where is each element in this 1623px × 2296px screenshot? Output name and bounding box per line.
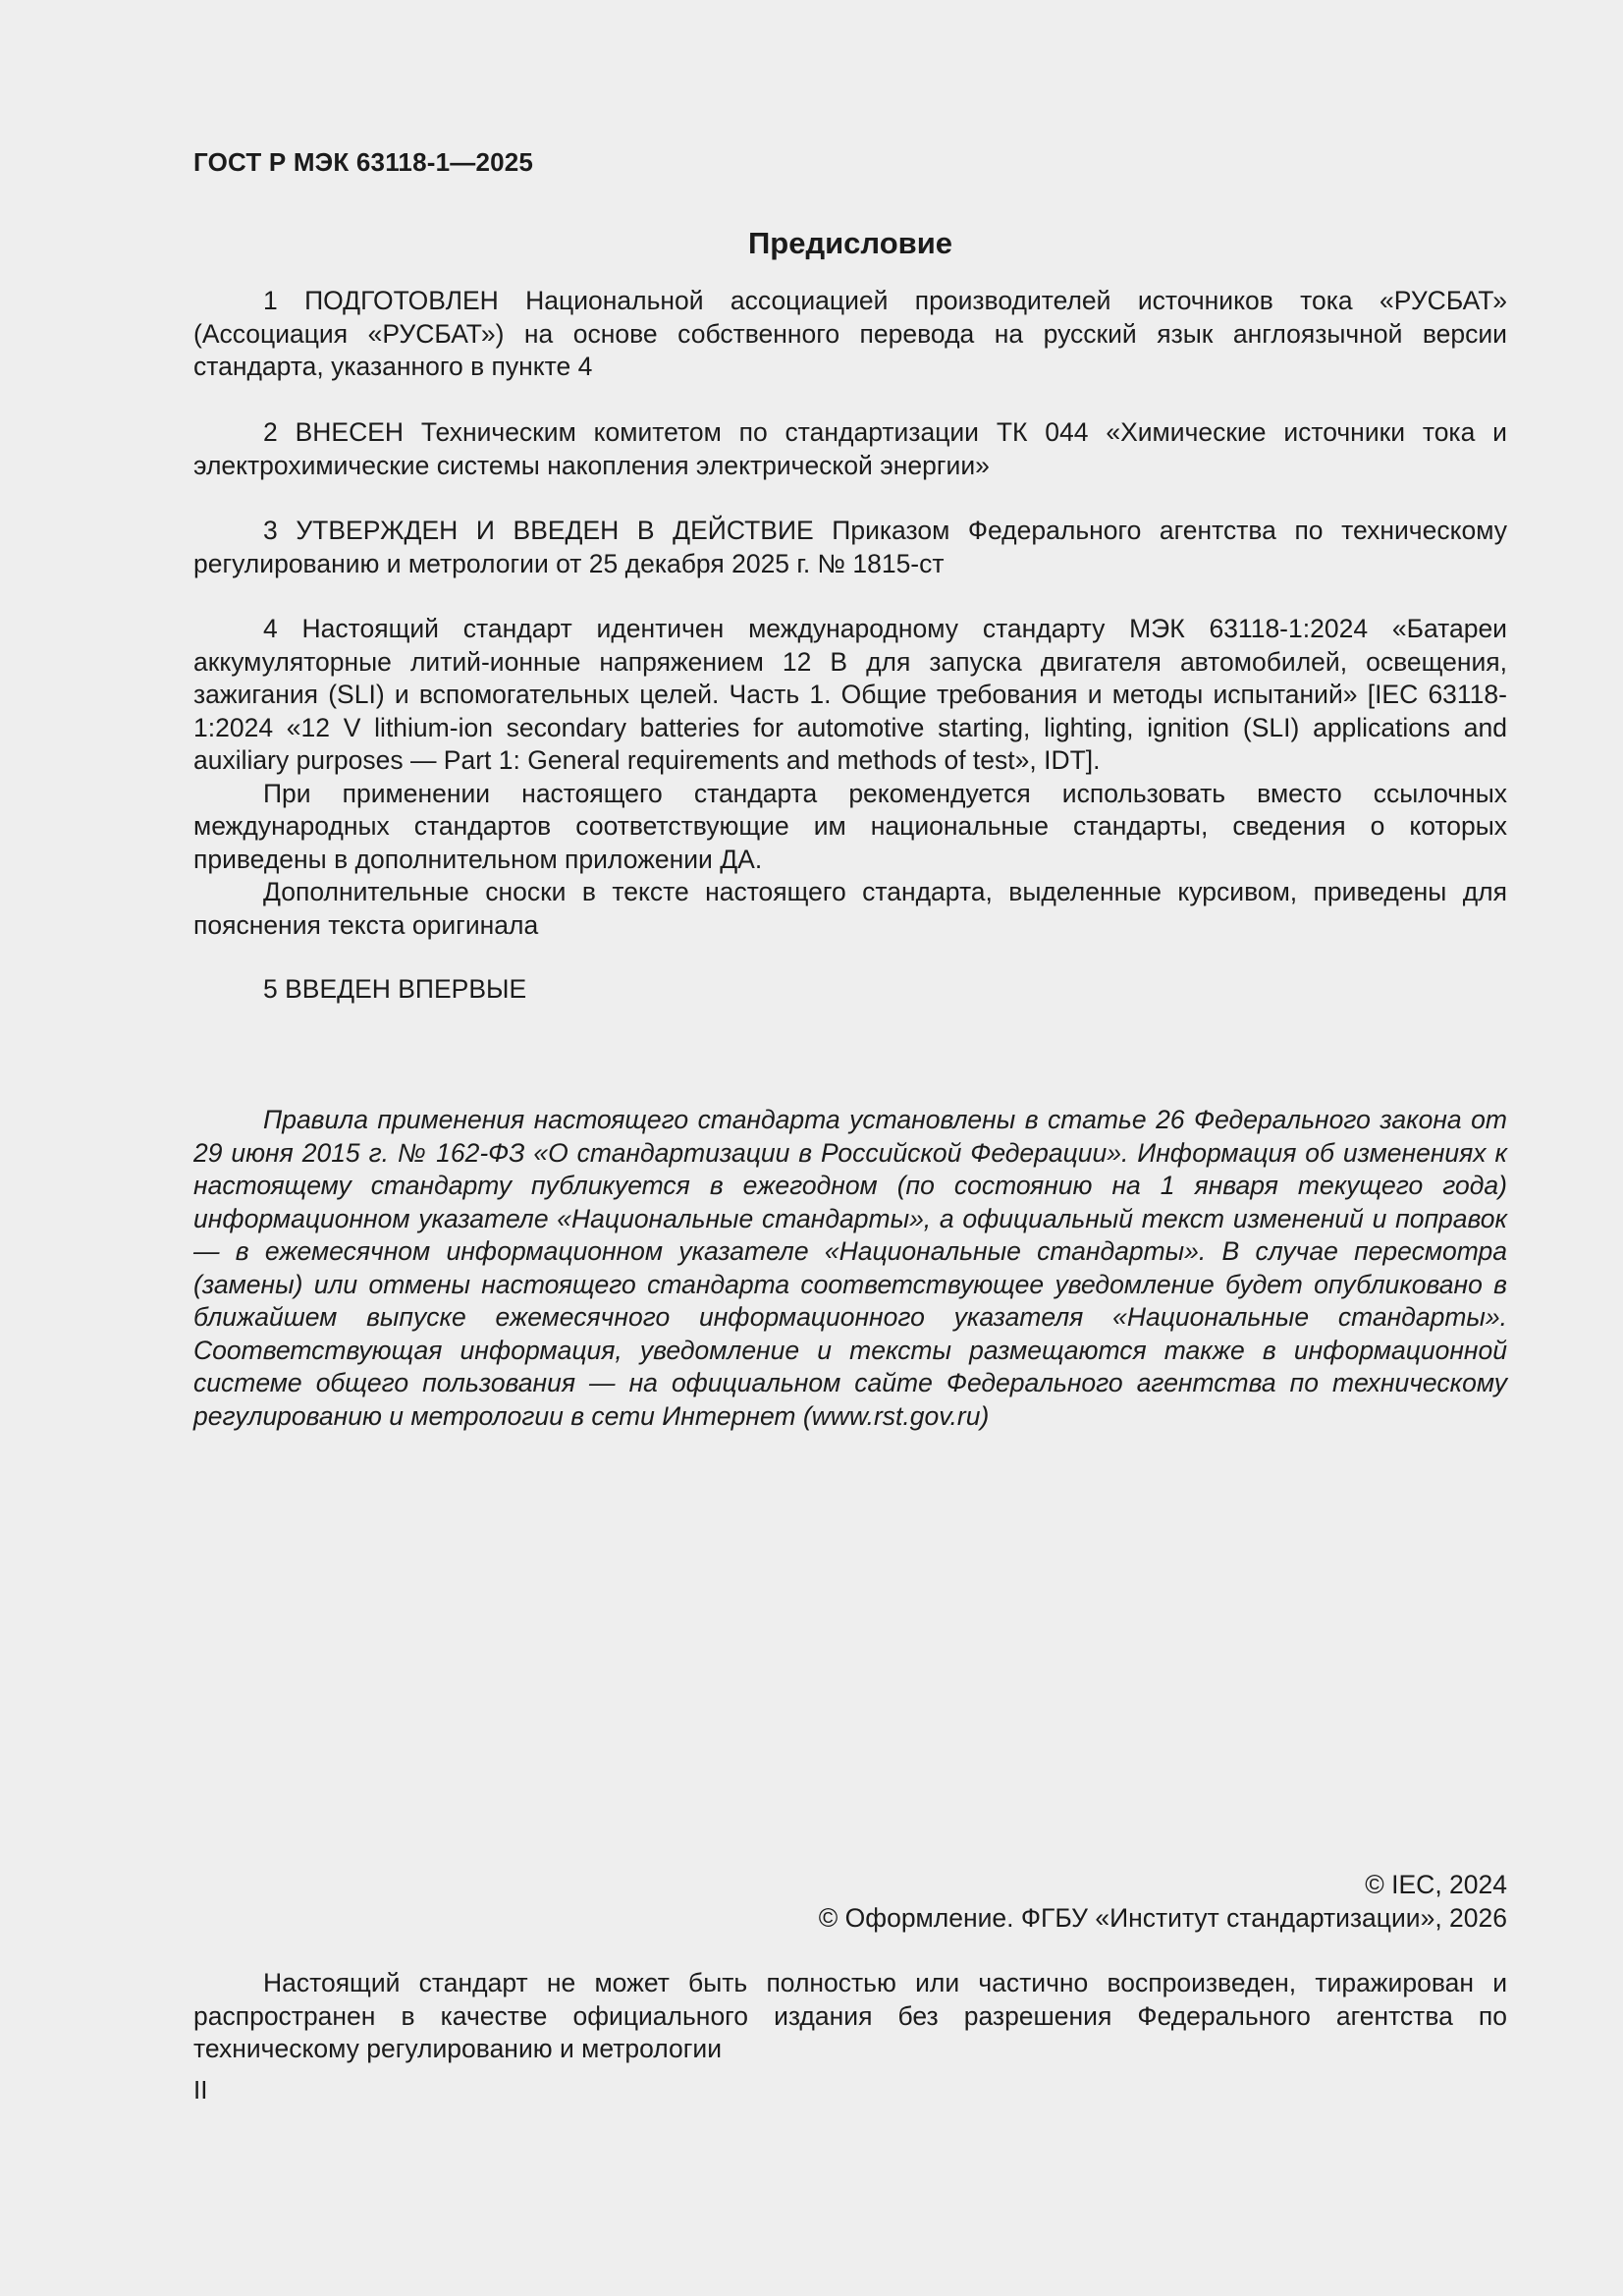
foreword-item-2-text: 2 ВНЕСЕН Техническим комитетом по стандартизации ТК 044 «Химические источники тока и электрохимические системы накопления электрической энергии» — [193, 417, 1507, 480]
foreword-item-3-text: 3 УТВЕРЖДЕН И ВВЕДЕН В ДЕЙСТВИЕ Приказом Федерального агентства по техническому регулированию и метрологии от 25 декабря 2025 г. № 1815-ст — [193, 516, 1507, 578]
copyright-block — [193, 1869, 1507, 1935]
document-code-header: ГОСТ Р МЭК 63118-1—2025 — [193, 147, 534, 177]
reproduction-notice-text: Настоящий стандарт не может быть полностью или частично воспроизведен, тиражирован и распространен в качестве официального издания без разрешения Федерального агентства по техническому регулированию и метрологии — [193, 1968, 1507, 2063]
foreword-item-4 — [193, 613, 1507, 942]
foreword-item-2 — [193, 416, 1507, 482]
document-page — [193, 0, 1507, 2296]
page-title: Предисловие — [747, 226, 952, 260]
reproduction-notice — [193, 1967, 1507, 2066]
page-number: II — [193, 2075, 208, 2105]
foreword-item-5-text: 5 ВВЕДЕН ВПЕРВЫЕ — [263, 974, 527, 1004]
copyright-design: © Оформление. ФГБУ «Институт стандартизации», 2026 — [818, 1902, 1507, 1933]
copyright-iec: © IEC, 2024 — [1365, 1870, 1507, 1899]
foreword-item-3 — [193, 515, 1507, 580]
foreword-item-5 — [193, 973, 1507, 1007]
foreword-item-4-footnotes-note: Дополнительные сноски в тексте настоящего стандарта, выделенные курсивом, приведены для пояснения текста оригинала — [193, 877, 1507, 940]
foreword-item-4-national-standards-note: При применении настоящего стандарта рекомендуется использовать вместо ссылочных международных стандартов соответствующие им национальные стандарты, сведения о которых приведены в дополнительном приложении ДА. — [193, 778, 1507, 874]
foreword-item-1 — [193, 285, 1507, 384]
foreword-item-1-text: 1 ПОДГОТОВЛЕН Национальной ассоциацией производителей источников тока «РУСБАТ» (Ассоциация «РУСБАТ») на основе собственного перевода на русский язык англоязычной версии стандарта, указанного в пункте 4 — [193, 286, 1507, 381]
rules-notice-text: Правила применения настоящего стандарта установлены в статье 26 Федерального закона от 29 июня 2015 г. № 162-ФЗ «О стандартизации в Российской Федерации». Информация об изменениях к настоящему стандарту публикуется в ежегодном (по состоянию на 1 января текущего года) информационном указателе «Национальные стандарты», а официальный текст изменений и поправок — в ежемесячном информационном указателе «Национальные стандарты». В случае пересмотра (замены) или отмены настоящего стандарта соответствующее уведомление будет опубликовано в ближайшем выпуске ежемесячного информационного указателя «Национальные стандарты». Соответствующая информация, уведомление и тексты размещаются также в информационной системе общего пользования — на официальном сайте Федерального агентства по техническому регулированию и метрологии в сети Интернет (www.rst.gov.ru) — [193, 1105, 1507, 1431]
foreword-item-4-text: 4 Настоящий стандарт идентичен международному стандарту МЭК 63118-1:2024 «Батареи аккумуляторные литий-ионные напряжением 12 В для запуска двигателя автомобилей, освещения, зажигания (SLI) и вспомогательных целей. Часть 1. Общие требования и методы испытаний» [IEC 63118-1:2024 «12 V lithium-ion secondary batteries for automotive starting, lighting, ignition (SLI) applications and auxiliary purposes — Part 1: General requirements and methods of test», IDT]. — [193, 614, 1507, 775]
rules-notice — [193, 1104, 1507, 1433]
